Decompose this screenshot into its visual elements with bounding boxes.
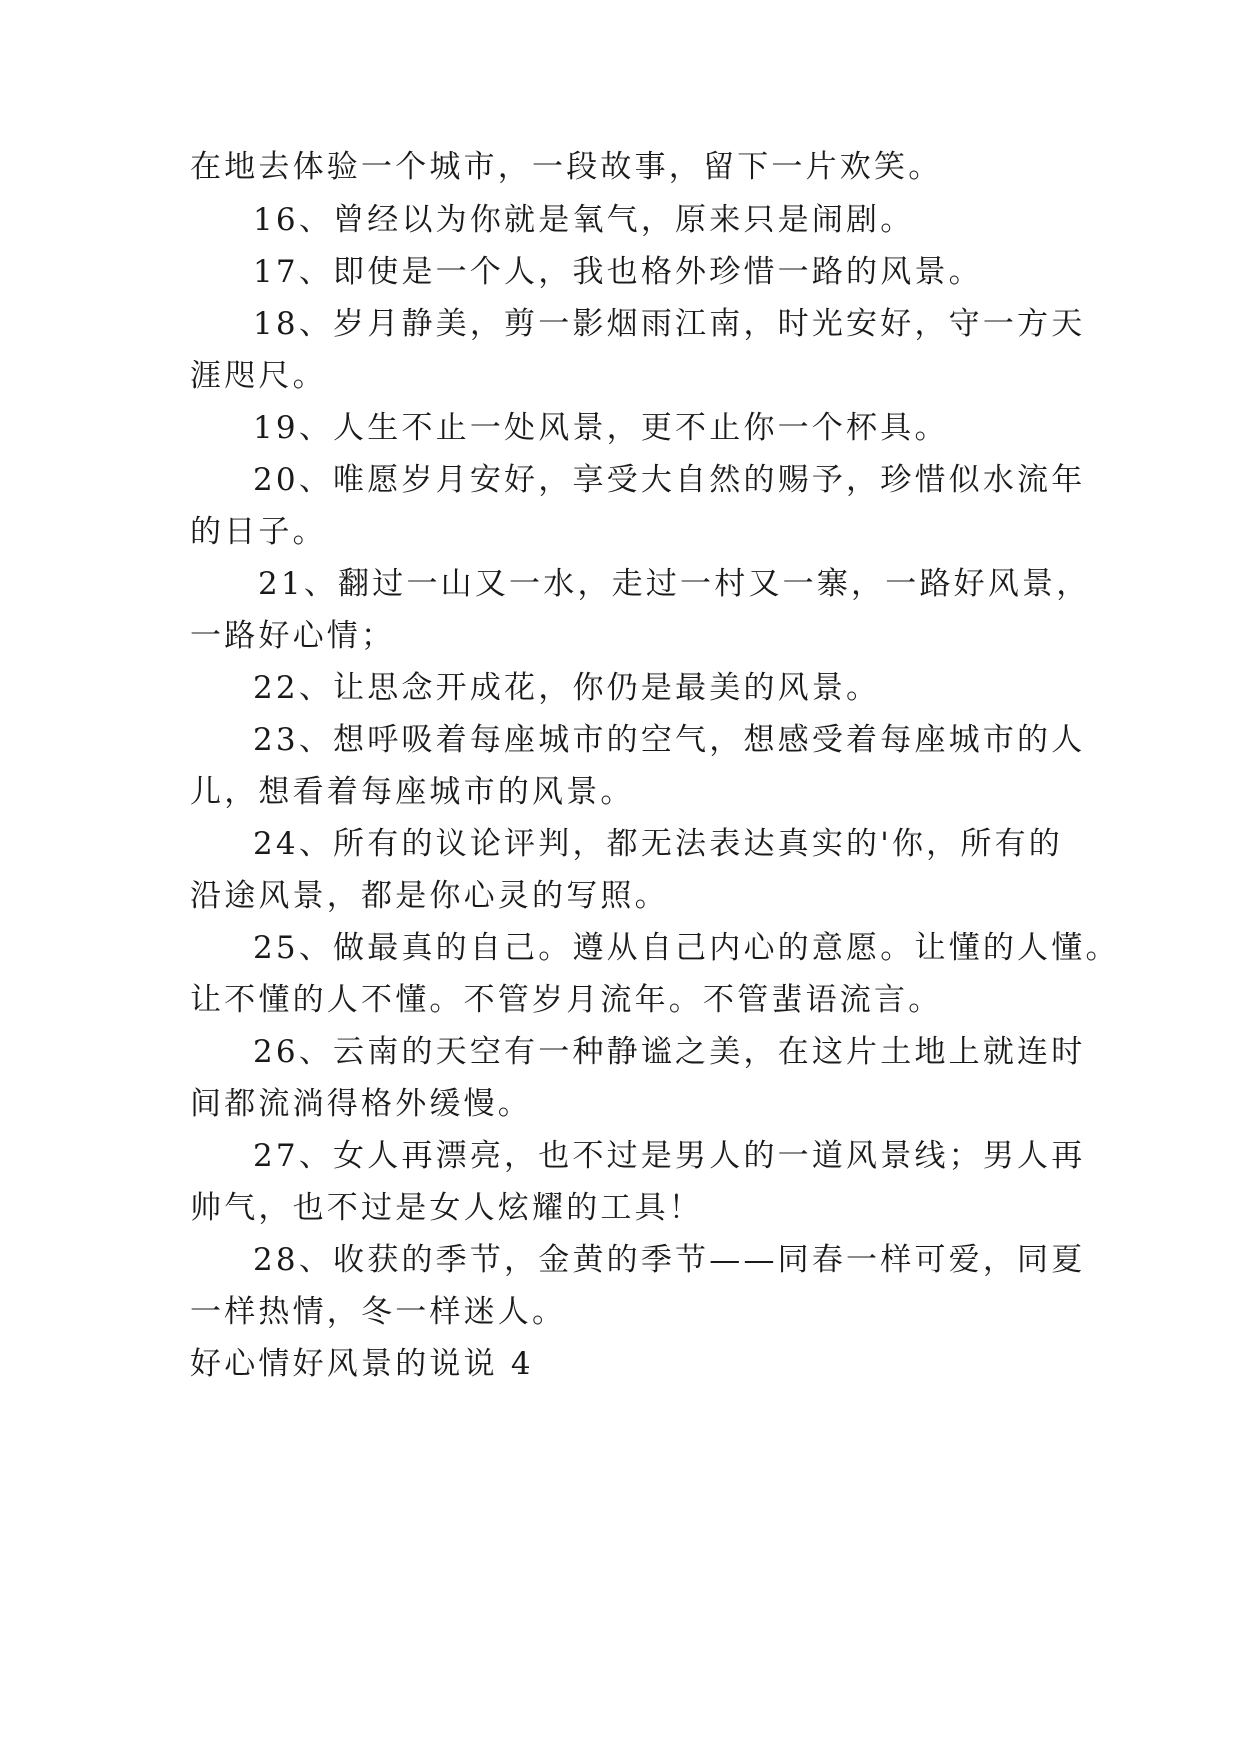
paragraph-line: 间都流淌得格外缓慢。 <box>190 1086 532 1122</box>
paragraph-line: 沿途风景，都是你心灵的写照。 <box>190 878 669 914</box>
section-heading: 好心情好风景的说说 4 <box>190 1346 534 1382</box>
paragraph-line: 一路好心情； <box>190 618 396 654</box>
paragraph-line: 的日子。 <box>190 514 327 550</box>
paragraph-line: 22、让思念开成花，你仍是最美的风景。 <box>253 670 881 706</box>
paragraph-line: 涯咫尺。 <box>190 358 327 394</box>
paragraph-line: 24、所有的议论评判，都无法表达真实的'你，所有的 <box>253 826 1063 862</box>
paragraph-line: 让不懂的人不懂。不管岁月流年。不管蜚语流言。 <box>190 982 943 1018</box>
paragraph-line: 19、人生不止一处风景，更不止你一个杯具。 <box>253 410 949 446</box>
paragraph-line: 28、收获的季节，金黄的季节——同春一样可爱，同夏 <box>253 1242 1086 1278</box>
paragraph-line: 17、即使是一个人，我也格外珍惜一路的风景。 <box>253 254 983 290</box>
paragraph-line: 20、唯愿岁月安好，享受大自然的赐予，珍惜似水流年 <box>253 462 1086 498</box>
paragraph-line: 26、云南的天空有一种静谧之美，在这片土地上就连时 <box>253 1034 1086 1070</box>
paragraph-line: 儿，想看着每座城市的风景。 <box>190 774 635 810</box>
paragraph-line: 在地去体验一个城市，一段故事，留下一片欢笑。 <box>190 149 943 185</box>
paragraph-line: 18、岁月静美，剪一影烟雨江南，时光安好，守一方天 <box>253 306 1086 342</box>
paragraph-line: 23、想呼吸着每座城市的空气，想感受着每座城市的人 <box>253 722 1086 758</box>
paragraph-line: 16、曾经以为你就是氧气，原来只是闹剧。 <box>253 202 915 238</box>
paragraph-line: 帅气，也不过是女人炫耀的工具！ <box>190 1190 703 1226</box>
paragraph-line: 27、女人再漂亮，也不过是男人的一道风景线；男人再 <box>253 1138 1086 1174</box>
paragraph-line: 21、翻过一山又一水，走过一村又一寨，一路好风景， <box>258 566 1091 602</box>
paragraph-line: 25、做最真的自己。遵从自己内心的意愿。让懂的人懂。 <box>253 930 1120 966</box>
paragraph-line: 一样热情，冬一样迷人。 <box>190 1294 567 1330</box>
